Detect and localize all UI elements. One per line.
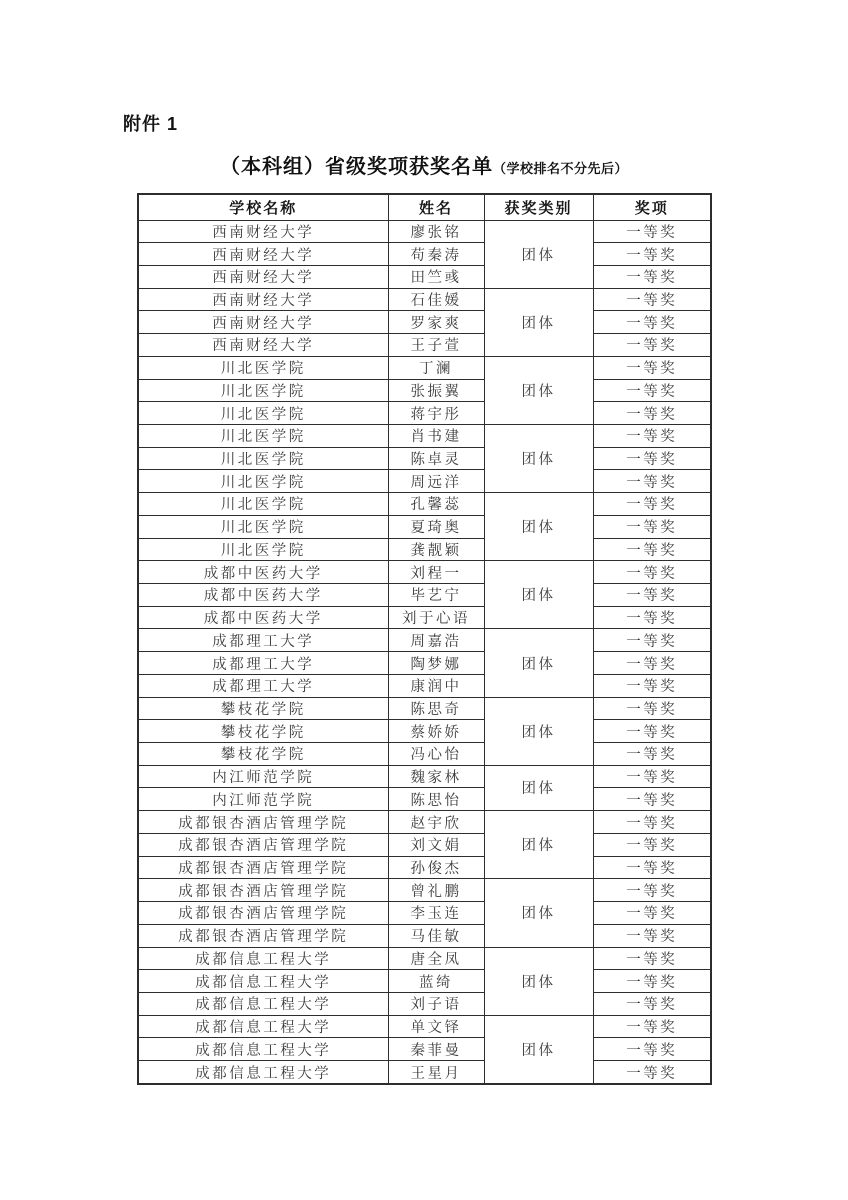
name-cell: 王子萱 xyxy=(388,334,484,357)
school-cell: 川北医学院 xyxy=(138,402,388,425)
name-cell: 夏琦奥 xyxy=(388,515,484,538)
category-cell: 团体 xyxy=(484,811,593,879)
table-row xyxy=(138,515,711,538)
name-cell: 田竺彧 xyxy=(388,265,484,288)
school-cell: 川北医学院 xyxy=(138,515,388,538)
category-cell: 团体 xyxy=(484,220,593,288)
name-cell: 毕艺宁 xyxy=(388,584,484,607)
award-cell: 一等奖 xyxy=(593,674,711,697)
category-cell: 团体 xyxy=(484,629,593,697)
school-cell: 成都中医药大学 xyxy=(138,584,388,607)
page-title-note: （学校排名不分先后） xyxy=(492,161,628,176)
table-row xyxy=(138,788,711,811)
category-cell: 团体 xyxy=(484,1015,593,1084)
award-cell: 一等奖 xyxy=(593,720,711,743)
school-cell: 成都中医药大学 xyxy=(138,606,388,629)
column-header: 学校名称 xyxy=(138,194,388,220)
name-cell: 魏家林 xyxy=(388,765,484,788)
name-cell: 刘于心语 xyxy=(388,606,484,629)
category-cell: 团体 xyxy=(484,493,593,561)
school-cell: 成都银杏酒店管理学院 xyxy=(138,856,388,879)
table-row xyxy=(138,493,711,516)
name-cell: 蓝绮 xyxy=(388,970,484,993)
name-cell: 曾礼鹏 xyxy=(388,879,484,902)
table-row xyxy=(138,652,711,675)
award-cell: 一等奖 xyxy=(593,788,711,811)
award-cell: 一等奖 xyxy=(593,424,711,447)
category-cell: 团体 xyxy=(484,561,593,629)
name-cell: 刘文娟 xyxy=(388,833,484,856)
name-cell: 廖张铭 xyxy=(388,220,484,243)
table-row xyxy=(138,356,711,379)
table-row xyxy=(138,992,711,1015)
table-row xyxy=(138,833,711,856)
award-cell: 一等奖 xyxy=(593,470,711,493)
school-cell: 成都信息工程大学 xyxy=(138,947,388,970)
table-row xyxy=(138,1038,711,1061)
award-cell: 一等奖 xyxy=(593,970,711,993)
category-cell: 团体 xyxy=(484,424,593,492)
table-row xyxy=(138,674,711,697)
school-cell: 川北医学院 xyxy=(138,447,388,470)
name-cell: 赵宇欣 xyxy=(388,811,484,834)
table-row xyxy=(138,243,711,266)
school-cell: 川北医学院 xyxy=(138,379,388,402)
table-row xyxy=(138,470,711,493)
award-cell: 一等奖 xyxy=(593,220,711,243)
school-cell: 成都银杏酒店管理学院 xyxy=(138,833,388,856)
category-cell: 团体 xyxy=(484,288,593,356)
header-row xyxy=(138,194,711,220)
award-cell: 一等奖 xyxy=(593,606,711,629)
table-row xyxy=(138,334,711,357)
table-row xyxy=(138,402,711,425)
school-cell: 川北医学院 xyxy=(138,493,388,516)
award-cell: 一等奖 xyxy=(593,288,711,311)
awards-table-head xyxy=(138,194,711,220)
table-row xyxy=(138,265,711,288)
award-cell: 一等奖 xyxy=(593,1015,711,1038)
name-cell: 马佳敏 xyxy=(388,924,484,947)
table-row xyxy=(138,1061,711,1084)
table-row xyxy=(138,220,711,243)
table-row xyxy=(138,720,711,743)
award-cell: 一等奖 xyxy=(593,379,711,402)
award-cell: 一等奖 xyxy=(593,334,711,357)
table-row xyxy=(138,765,711,788)
table-row xyxy=(138,538,711,561)
school-cell: 内江师范学院 xyxy=(138,788,388,811)
award-cell: 一等奖 xyxy=(593,515,711,538)
table-row xyxy=(138,924,711,947)
name-cell: 陈思怡 xyxy=(388,788,484,811)
school-cell: 攀枝花学院 xyxy=(138,720,388,743)
award-cell: 一等奖 xyxy=(593,743,711,766)
name-cell: 刘子语 xyxy=(388,992,484,1015)
table-row xyxy=(138,856,711,879)
award-cell: 一等奖 xyxy=(593,629,711,652)
name-cell: 周嘉浩 xyxy=(388,629,484,652)
award-cell: 一等奖 xyxy=(593,493,711,516)
school-cell: 成都信息工程大学 xyxy=(138,1038,388,1061)
school-cell: 川北医学院 xyxy=(138,538,388,561)
school-cell: 西南财经大学 xyxy=(138,220,388,243)
award-cell: 一等奖 xyxy=(593,879,711,902)
school-cell: 成都理工大学 xyxy=(138,652,388,675)
school-cell: 成都理工大学 xyxy=(138,674,388,697)
school-cell: 西南财经大学 xyxy=(138,265,388,288)
school-cell: 成都银杏酒店管理学院 xyxy=(138,879,388,902)
attachment-label: 附件 1 xyxy=(123,114,179,134)
page-title-main: （本科组）省级奖项获奖名单 xyxy=(219,156,493,178)
award-cell: 一等奖 xyxy=(593,584,711,607)
school-cell: 攀枝花学院 xyxy=(138,743,388,766)
table-row xyxy=(138,902,711,925)
award-cell: 一等奖 xyxy=(593,311,711,334)
award-cell: 一等奖 xyxy=(593,924,711,947)
school-cell: 成都中医药大学 xyxy=(138,561,388,584)
school-cell: 成都信息工程大学 xyxy=(138,1061,388,1084)
award-cell: 一等奖 xyxy=(593,833,711,856)
award-cell: 一等奖 xyxy=(593,243,711,266)
award-cell: 一等奖 xyxy=(593,561,711,584)
school-cell: 西南财经大学 xyxy=(138,243,388,266)
category-cell: 团体 xyxy=(484,356,593,424)
school-cell: 成都银杏酒店管理学院 xyxy=(138,924,388,947)
award-cell: 一等奖 xyxy=(593,811,711,834)
name-cell: 康润中 xyxy=(388,674,484,697)
name-cell: 孙俊杰 xyxy=(388,856,484,879)
name-cell: 蒋宇彤 xyxy=(388,402,484,425)
table-row xyxy=(138,584,711,607)
school-cell: 成都银杏酒店管理学院 xyxy=(138,811,388,834)
name-cell: 唐全凤 xyxy=(388,947,484,970)
name-cell: 单文铎 xyxy=(388,1015,484,1038)
school-cell: 西南财经大学 xyxy=(138,334,388,357)
school-cell: 攀枝花学院 xyxy=(138,697,388,720)
table-row xyxy=(138,879,711,902)
school-cell: 成都理工大学 xyxy=(138,629,388,652)
school-cell: 西南财经大学 xyxy=(138,288,388,311)
school-cell: 成都银杏酒店管理学院 xyxy=(138,902,388,925)
table-row xyxy=(138,288,711,311)
award-cell: 一等奖 xyxy=(593,947,711,970)
school-cell: 内江师范学院 xyxy=(138,765,388,788)
name-cell: 王星月 xyxy=(388,1061,484,1084)
name-cell: 孔馨蕊 xyxy=(388,493,484,516)
table-row xyxy=(138,424,711,447)
award-cell: 一等奖 xyxy=(593,447,711,470)
column-header: 奖项 xyxy=(593,194,711,220)
school-cell: 川北医学院 xyxy=(138,356,388,379)
award-cell: 一等奖 xyxy=(593,356,711,379)
name-cell: 刘程一 xyxy=(388,561,484,584)
award-cell: 一等奖 xyxy=(593,765,711,788)
name-cell: 冯心怡 xyxy=(388,743,484,766)
name-cell: 石佳媛 xyxy=(388,288,484,311)
school-cell: 成都信息工程大学 xyxy=(138,970,388,993)
name-cell: 秦菲曼 xyxy=(388,1038,484,1061)
table-row xyxy=(138,379,711,402)
table-row xyxy=(138,743,711,766)
name-cell: 苟秦涛 xyxy=(388,243,484,266)
name-cell: 肖书建 xyxy=(388,424,484,447)
column-header: 姓名 xyxy=(388,194,484,220)
table-row xyxy=(138,947,711,970)
category-cell: 团体 xyxy=(484,765,593,810)
name-cell: 蔡娇娇 xyxy=(388,720,484,743)
name-cell: 陶梦娜 xyxy=(388,652,484,675)
table-row xyxy=(138,606,711,629)
page-title xyxy=(0,150,848,179)
name-cell: 张振翼 xyxy=(388,379,484,402)
name-cell: 罗家爽 xyxy=(388,311,484,334)
award-cell: 一等奖 xyxy=(593,538,711,561)
awards-table-body xyxy=(138,220,711,1084)
table-row xyxy=(138,697,711,720)
school-cell: 川北医学院 xyxy=(138,470,388,493)
category-cell: 团体 xyxy=(484,697,593,765)
table-row xyxy=(138,811,711,834)
column-header: 获奖类别 xyxy=(484,194,593,220)
award-cell: 一等奖 xyxy=(593,265,711,288)
award-cell: 一等奖 xyxy=(593,856,711,879)
name-cell: 周远洋 xyxy=(388,470,484,493)
school-cell: 西南财经大学 xyxy=(138,311,388,334)
name-cell: 龚靓颖 xyxy=(388,538,484,561)
table-row xyxy=(138,970,711,993)
school-cell: 成都信息工程大学 xyxy=(138,992,388,1015)
name-cell: 陈思奇 xyxy=(388,697,484,720)
name-cell: 丁澜 xyxy=(388,356,484,379)
school-cell: 成都信息工程大学 xyxy=(138,1015,388,1038)
award-cell: 一等奖 xyxy=(593,1061,711,1084)
award-cell: 一等奖 xyxy=(593,902,711,925)
award-cell: 一等奖 xyxy=(593,402,711,425)
award-cell: 一等奖 xyxy=(593,652,711,675)
table-row xyxy=(138,447,711,470)
name-cell: 李玉连 xyxy=(388,902,484,925)
school-cell: 川北医学院 xyxy=(138,424,388,447)
category-cell: 团体 xyxy=(484,879,593,947)
table-row xyxy=(138,311,711,334)
award-cell: 一等奖 xyxy=(593,992,711,1015)
name-cell: 陈卓灵 xyxy=(388,447,484,470)
award-cell: 一等奖 xyxy=(593,697,711,720)
category-cell: 团体 xyxy=(484,947,593,1015)
awards-table xyxy=(137,193,712,1085)
table-row xyxy=(138,561,711,584)
table-row xyxy=(138,1015,711,1038)
table-row xyxy=(138,629,711,652)
award-cell: 一等奖 xyxy=(593,1038,711,1061)
